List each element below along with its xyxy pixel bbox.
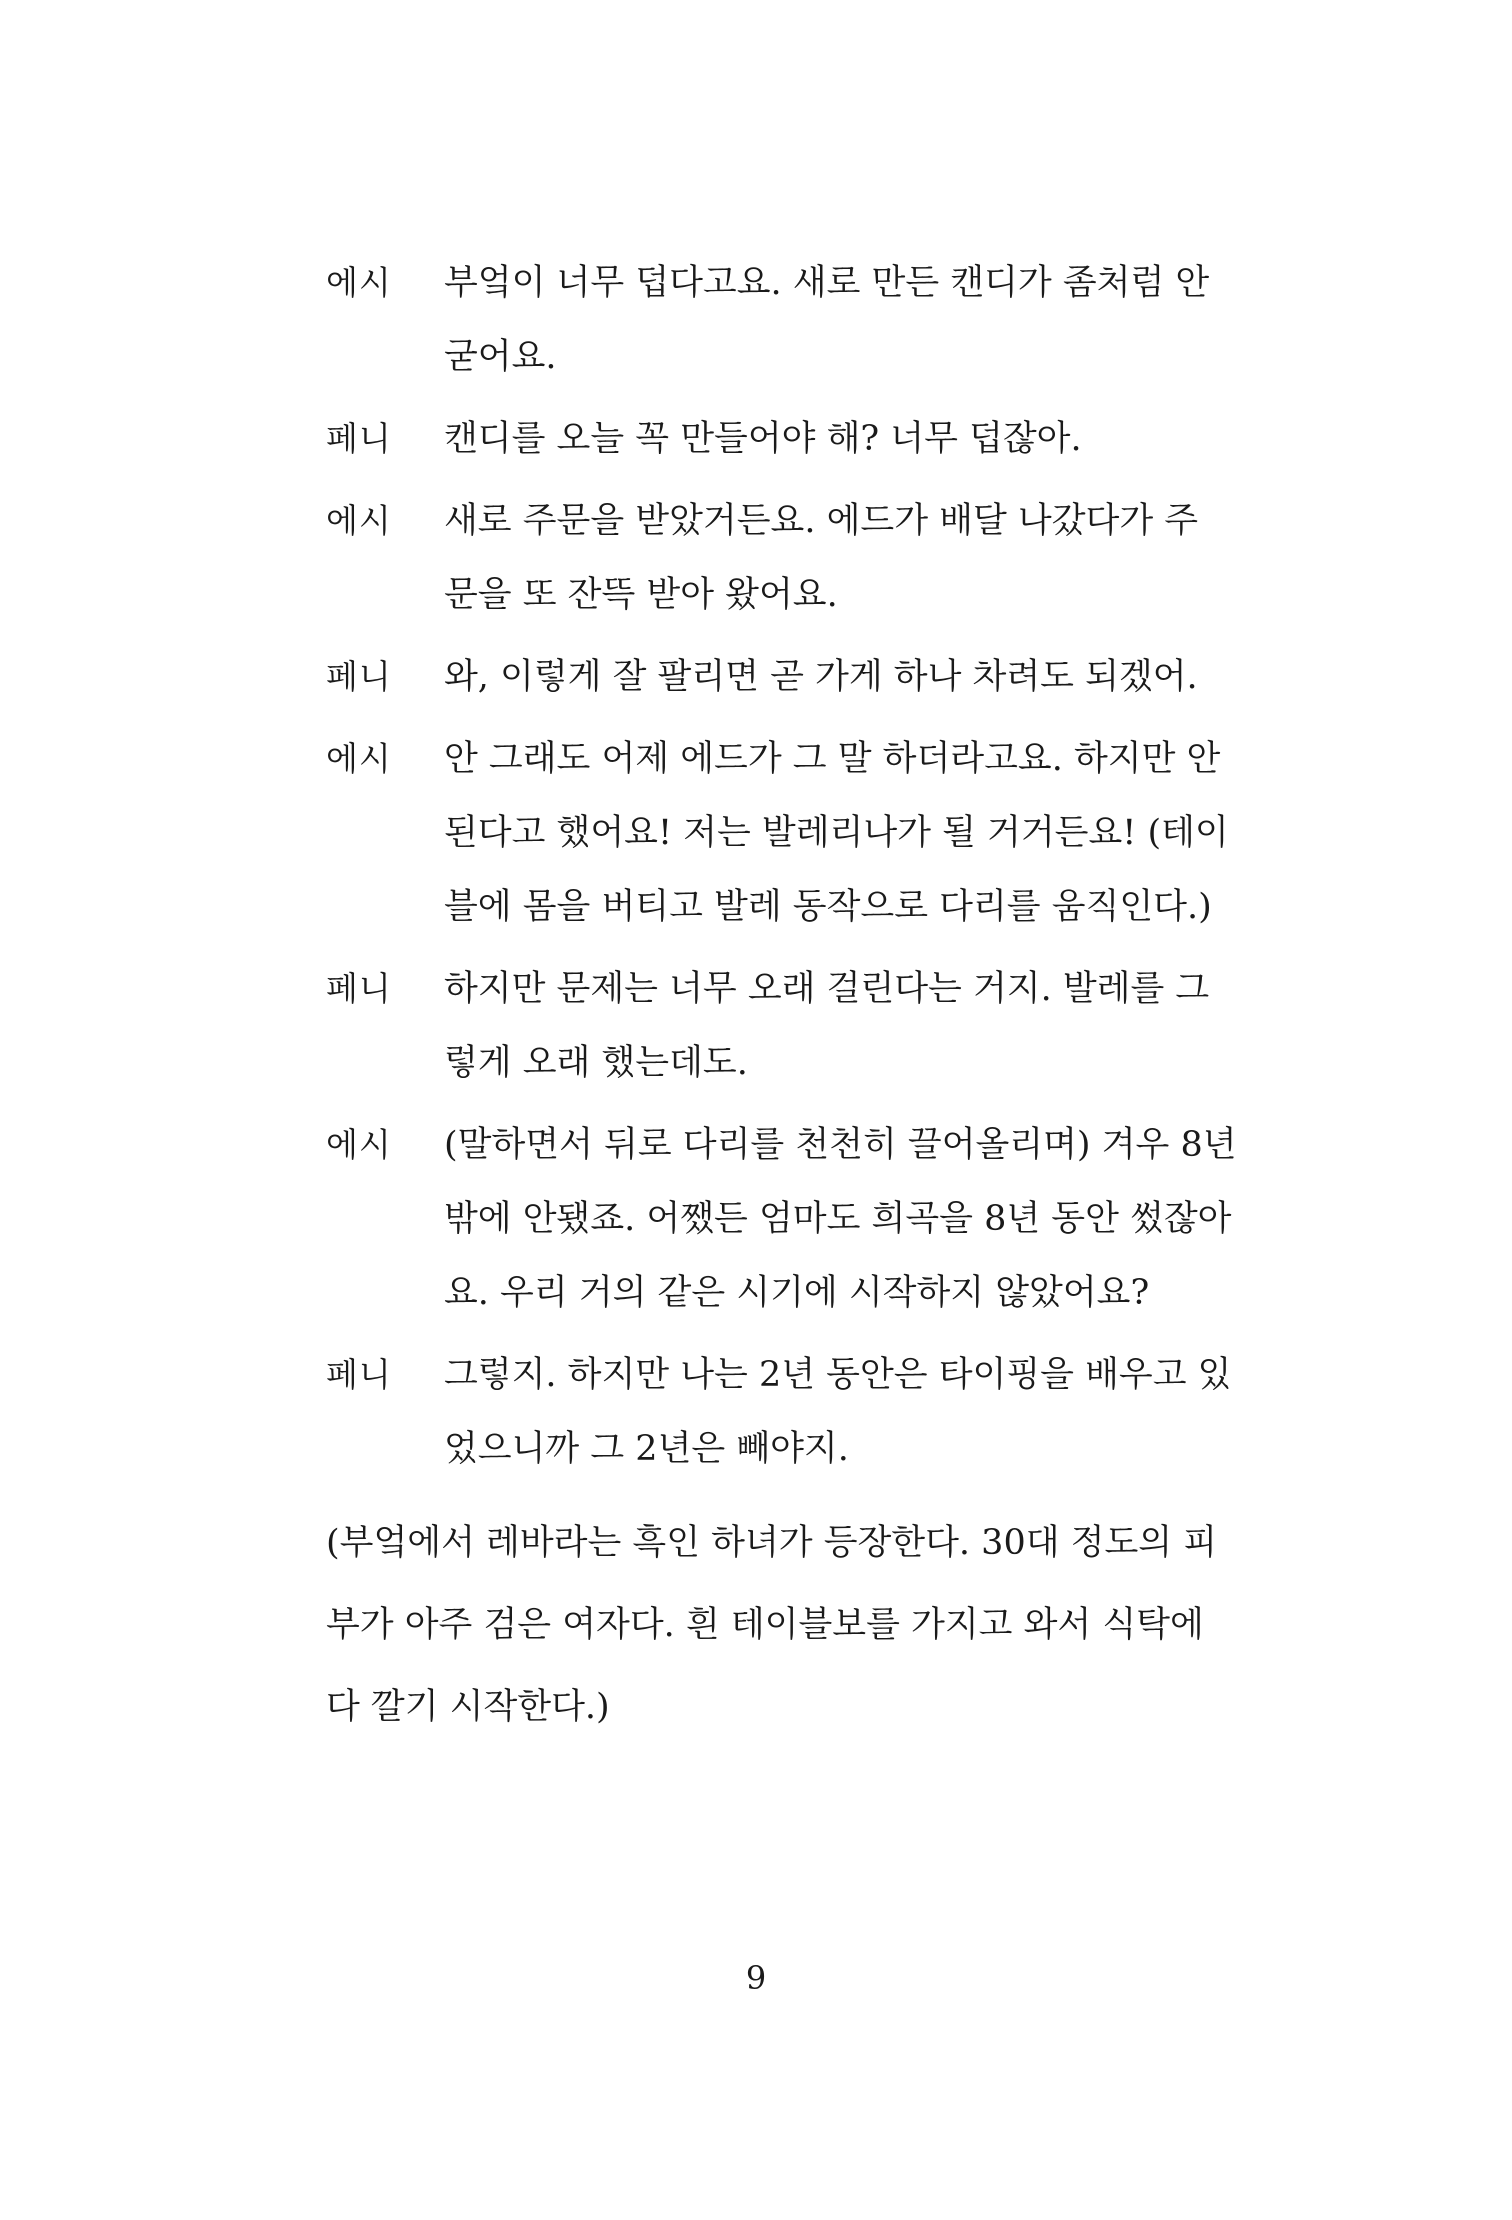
dialogue-line: 었으니까 그 2년은 빼야지.	[444, 1429, 849, 1469]
stage-direction-line: 부가 아주 검은 여자다. 흰 테이블보를 가지고 와서 식탁에	[326, 1605, 1204, 1645]
speaker-name: 페니	[326, 969, 392, 1008]
dialogue-entry	[326, 952, 1262, 1100]
stage-direction-line: 다 깔기 시작한다.)	[326, 1687, 610, 1727]
dialogue-line: 부엌이 너무 덥다고요. 새로 만든 캔디가 좀처럼 안	[444, 263, 1210, 303]
dialogue-text	[444, 246, 1262, 394]
dialogue-entry	[326, 722, 1262, 944]
page-number: 9	[745, 1959, 767, 1997]
speaker-name: 에시	[326, 739, 392, 778]
dialogue-text	[444, 1338, 1262, 1486]
dialogue-line: (말하면서 뒤로 다리를 천천히 끌어올리며) 겨우 8년	[444, 1125, 1237, 1165]
stage-direction	[326, 1502, 1266, 1748]
dialogue-entry	[326, 402, 1262, 476]
dialogue-line: 밖에 안됐죠. 어쨌든 엄마도 희곡을 8년 동안 썼잖아	[444, 1199, 1232, 1239]
dialogue-line: 새로 주문을 받았거든요. 에드가 배달 나갔다가 주	[444, 501, 1199, 541]
dialogue-text	[444, 952, 1262, 1100]
speaker-name: 에시	[326, 1125, 392, 1164]
dialogue-entry	[326, 484, 1262, 632]
dialogue-line: 그렇지. 하지만 나는 2년 동안은 타이핑을 배우고 있	[444, 1355, 1232, 1395]
dialogue-text	[444, 402, 1262, 476]
dialogue-entry	[326, 246, 1262, 394]
dialogue-line: 블에 몸을 버티고 발레 동작으로 다리를 움직인다.)	[444, 887, 1212, 927]
speaker-name: 페니	[326, 419, 392, 458]
dialogue-text	[444, 484, 1262, 632]
dialogue-line: 와, 이렇게 잘 팔리면 곧 가게 하나 차려도 되겠어.	[444, 657, 1198, 697]
dialogue-line: 요. 우리 거의 같은 시기에 시작하지 않았어요?	[444, 1273, 1150, 1313]
dialogue-entry	[326, 640, 1262, 714]
speaker-name: 페니	[326, 1355, 392, 1394]
dialogue-entry	[326, 1108, 1262, 1330]
dialogue-line: 하지만 문제는 너무 오래 걸린다는 거지. 발레를 그	[444, 969, 1210, 1009]
dialogue-text	[444, 1108, 1262, 1330]
dialogue-line: 캔디를 오늘 꼭 만들어야 해? 너무 덥잖아.	[444, 419, 1082, 459]
dialogue-section	[326, 246, 1262, 1494]
dialogue-entry	[326, 1338, 1262, 1486]
stage-direction-line: (부엌에서 레바라는 흑인 하녀가 등장한다. 30대 정도의 피	[326, 1523, 1218, 1563]
dialogue-text	[444, 722, 1262, 944]
dialogue-line: 된다고 했어요! 저는 발레리나가 될 거거든요! (테이	[444, 813, 1229, 853]
speaker-name: 페니	[326, 657, 392, 696]
dialogue-line: 렇게 오래 했는데도.	[444, 1043, 748, 1083]
speaker-name: 에시	[326, 263, 392, 302]
dialogue-text	[444, 640, 1262, 714]
dialogue-line: 안 그래도 어제 에드가 그 말 하더라고요. 하지만 안	[444, 739, 1221, 779]
dialogue-line: 굳어요.	[444, 337, 557, 377]
dialogue-line: 문을 또 잔뜩 받아 왔어요.	[444, 575, 838, 615]
speaker-name: 에시	[326, 501, 392, 540]
